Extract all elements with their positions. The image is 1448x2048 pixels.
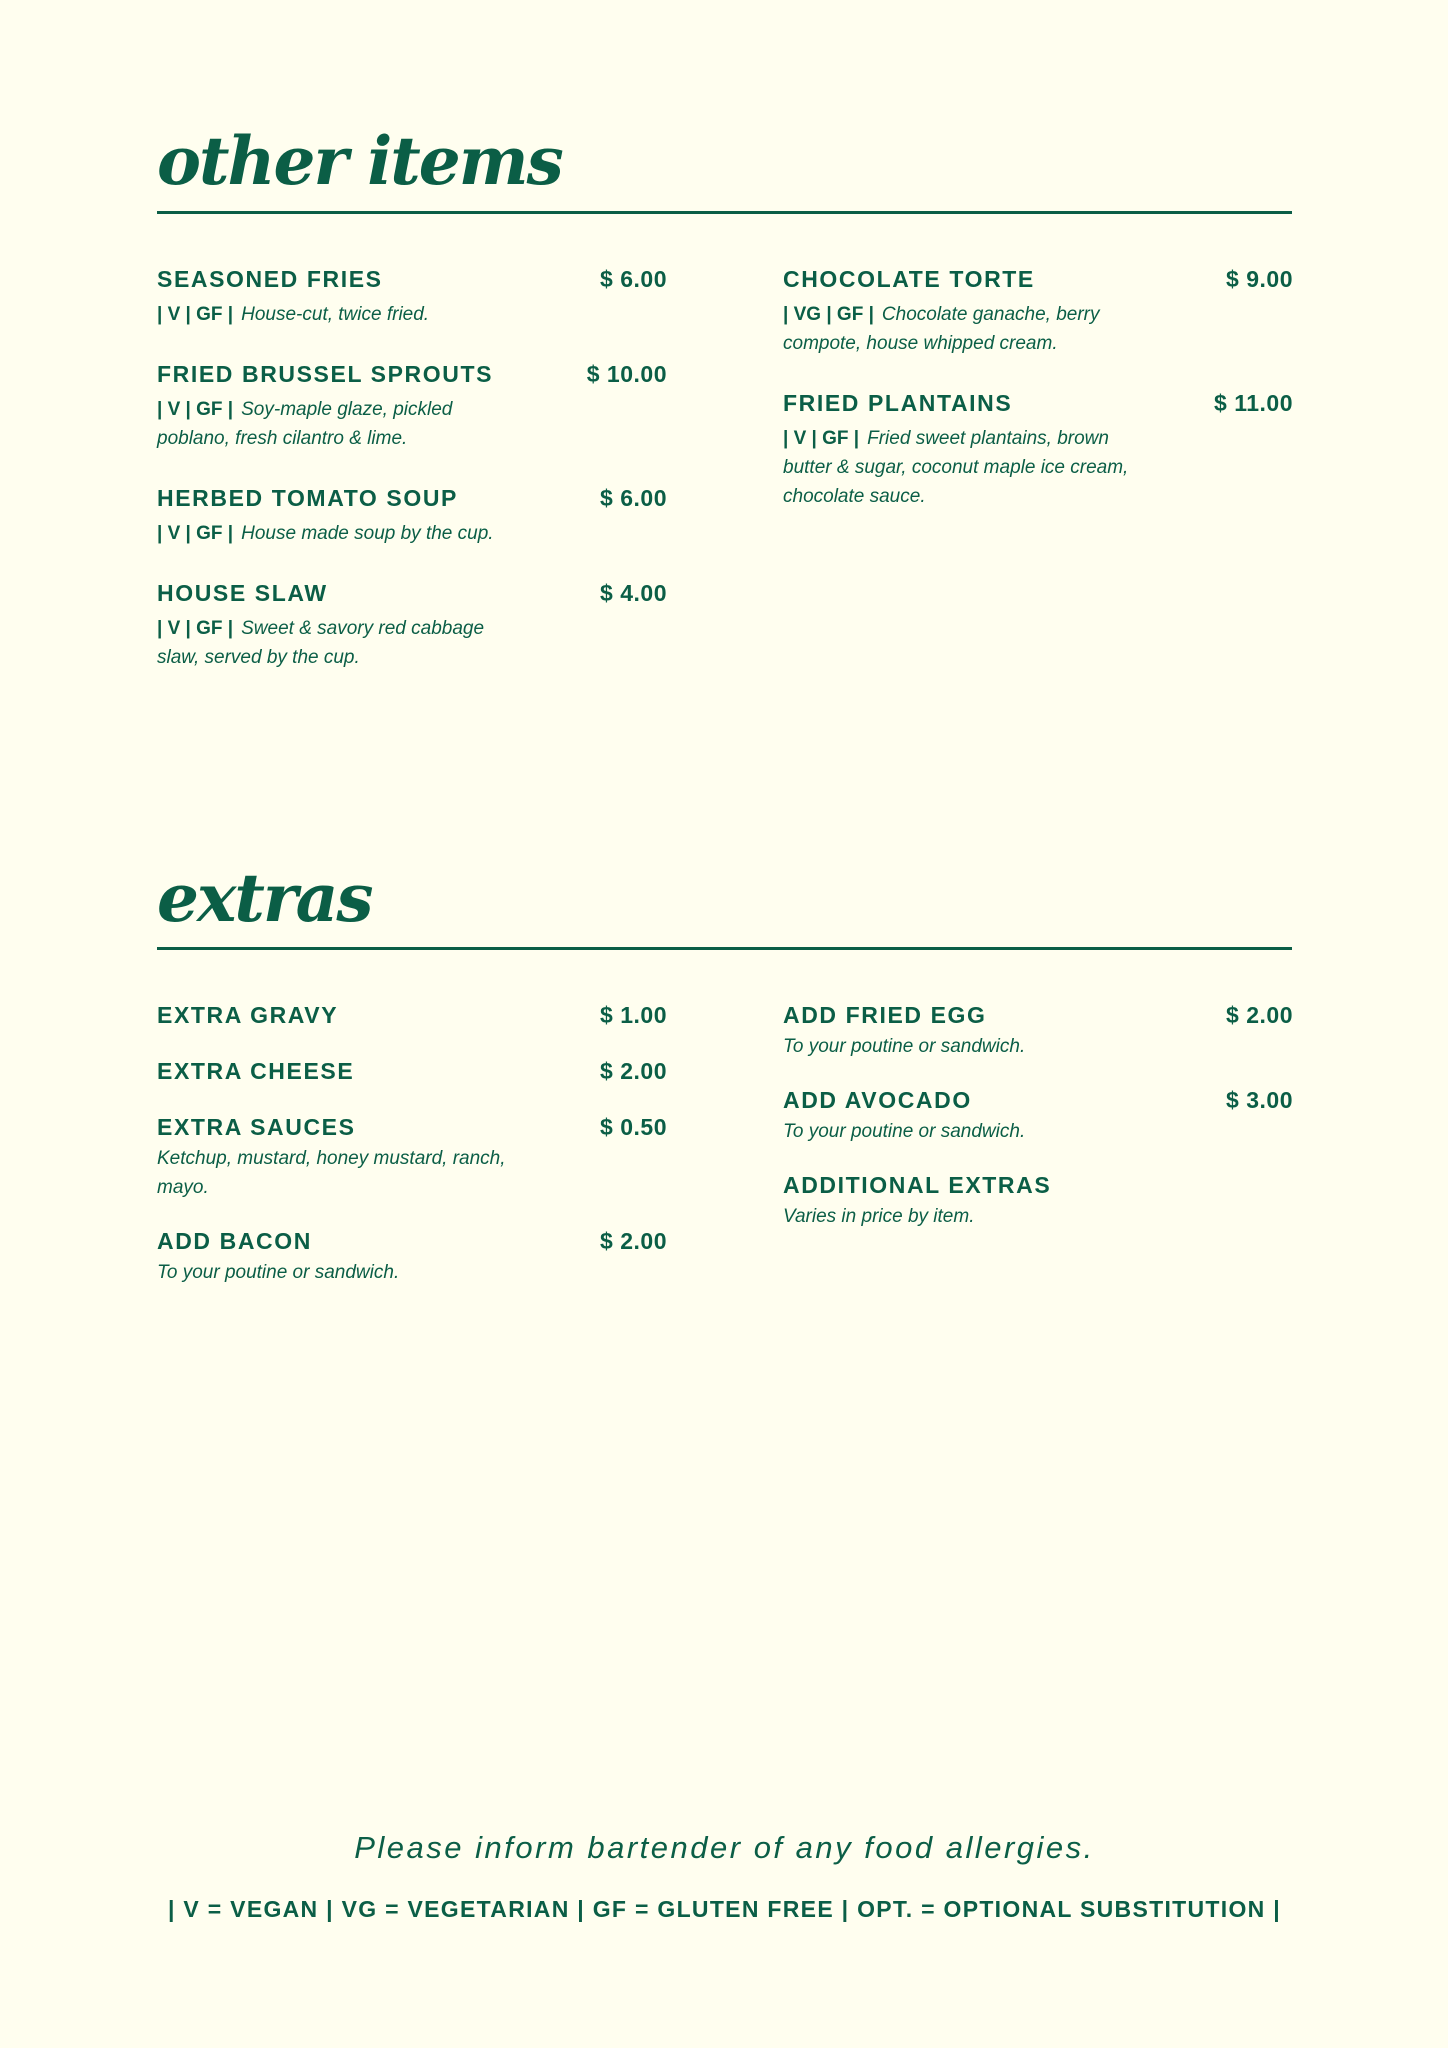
section-title-other-items: other items (157, 122, 562, 200)
menu-item (157, 1110, 667, 1202)
menu-item (783, 262, 1293, 358)
item-price: $ 2.00 (1226, 1002, 1293, 1028)
item-name: EXTRA CHEESE (157, 1058, 355, 1084)
other-items-left-column (157, 262, 667, 700)
menu-item (157, 1224, 667, 1287)
item-name: FRIED BRUSSEL SPROUTS (157, 361, 494, 387)
diet-tags: | V | GF | (157, 399, 234, 420)
extras-right-column (783, 998, 1293, 1253)
item-description-text: Sweet & savory red cabbage slaw, served by the cup. (157, 618, 485, 668)
item-name: CHOCOLATE TORTE (783, 266, 1035, 292)
item-name: ADD AVOCADO (783, 1087, 972, 1113)
section-title-extras: extras (157, 859, 372, 937)
item-price: $ 6.00 (600, 485, 667, 511)
diet-legend: | V = VEGAN | VG = VEGETARIAN | GF = GLUTEN FREE | OPT. = OPTIONAL SUBSTITUTION | (168, 1896, 1281, 1922)
allergy-note: Please inform bartender of any food allergies. (354, 1830, 1095, 1865)
item-description (783, 424, 1153, 511)
item-description-text: Fried sweet plantains, brown butter & sugar, coconut maple ice cream, chocolate sauce. (783, 428, 1129, 507)
menu-item (157, 1054, 667, 1088)
menu-item (783, 386, 1293, 511)
item-price: $ 0.50 (600, 1114, 667, 1140)
diet-tags: | V | GF | (157, 618, 234, 639)
item-name: FRIED PLANTAINS (783, 390, 1013, 416)
item-description (157, 395, 527, 453)
menu-page (157, 0, 1292, 2048)
item-name: ADD BACON (157, 1228, 312, 1254)
item-price: $ 2.00 (600, 1228, 667, 1254)
menu-item (783, 998, 1293, 1061)
section-divider (157, 211, 1292, 214)
menu-item (157, 481, 667, 548)
menu-item (157, 998, 667, 1032)
menu-item (157, 262, 667, 329)
item-description: To your poutine or sandwich. (783, 1036, 1026, 1057)
section-divider (157, 947, 1292, 950)
item-name: HOUSE SLAW (157, 580, 328, 606)
item-name: ADDITIONAL EXTRAS (783, 1172, 1052, 1198)
item-description-text: Chocolate ganache, berry compote, house whipped cream. (783, 304, 1100, 354)
item-description: To your poutine or sandwich. (783, 1121, 1026, 1142)
item-price: $ 11.00 (1214, 390, 1293, 416)
item-price: $ 2.00 (600, 1058, 667, 1084)
item-price: $ 10.00 (586, 361, 667, 387)
item-price: $ 3.00 (1226, 1087, 1293, 1113)
menu-item (157, 576, 667, 672)
item-description (157, 519, 527, 548)
item-price: $ 6.00 (600, 266, 667, 292)
item-name: HERBED TOMATO SOUP (157, 485, 458, 511)
item-description: Ketchup, mustard, honey mustard, ranch, mayo. (157, 1148, 506, 1198)
other-items-right-column (783, 262, 1293, 539)
item-description-text: Soy-maple glaze, pickled poblano, fresh cilantro & lime. (157, 399, 453, 449)
item-name: SEASONED FRIES (157, 266, 383, 292)
item-description (783, 300, 1153, 358)
item-description (157, 300, 527, 329)
item-price: $ 1.00 (600, 1002, 667, 1028)
item-name: EXTRA SAUCES (157, 1114, 356, 1140)
item-description: To your poutine or sandwich. (157, 1262, 400, 1283)
item-description-text: House made soup by the cup. (241, 523, 494, 544)
item-description: Varies in price by item. (783, 1206, 975, 1227)
item-description-text: House-cut, twice fried. (241, 304, 430, 325)
item-description (157, 614, 527, 672)
diet-tags: | V | GF | (783, 428, 860, 449)
item-price: $ 4.00 (600, 580, 667, 606)
extras-left-column (157, 998, 667, 1309)
diet-tags: | V | GF | (157, 523, 234, 544)
item-name: EXTRA GRAVY (157, 1002, 339, 1028)
menu-item (783, 1168, 1293, 1231)
menu-item (783, 1083, 1293, 1146)
item-price: $ 9.00 (1226, 266, 1293, 292)
menu-item (157, 357, 667, 453)
diet-tags: | VG | GF | (783, 304, 874, 325)
diet-tags: | V | GF | (157, 304, 234, 325)
item-name: ADD FRIED EGG (783, 1002, 987, 1028)
